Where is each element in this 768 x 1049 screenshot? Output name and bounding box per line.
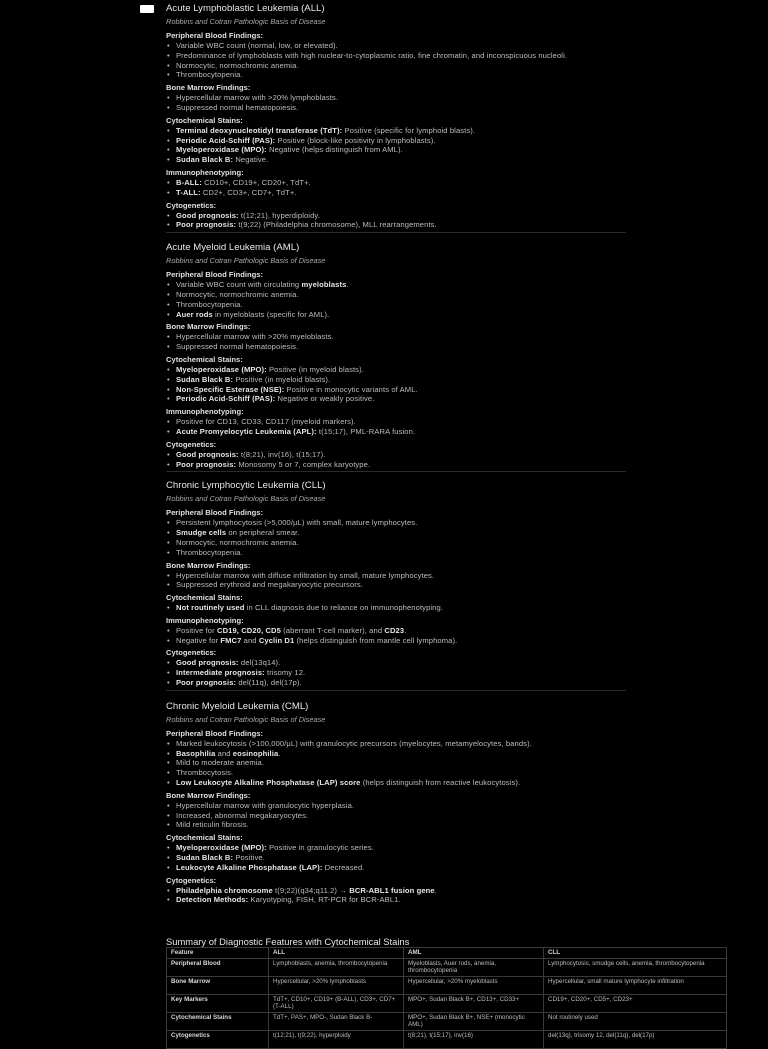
list-item [166,886,626,896]
list-item [166,145,626,155]
item-text: . [346,280,349,290]
item-text: Hypercellular marrow with >20% lymphoblasts. [176,93,339,103]
item-text: Suppressed normal hematopoiesis. [176,342,299,352]
bold-term: Myeloperoxidase (MPO): [176,364,267,374]
bullet-list [166,571,626,591]
item-text: Suppressed erythroid and megakaryocytic precursors. [176,580,364,590]
item-text: del(11q), del(17p). [236,678,302,688]
table-cell: Hypercellular, >20% myeloblasts [404,977,544,995]
table-cell: Lymphocytosis, smudge cells, anemia, thrombocytopenia [544,959,727,977]
subheading-peripheral-blood-findings: Peripheral Blood Findings: [166,270,264,280]
list-item [166,768,626,778]
list-item [166,801,626,811]
item-text: Positive in monocytic variants of AML. [284,384,418,394]
list-item [166,518,626,528]
subheading-cytogenetics: Cytogenetics: [166,439,217,449]
table-cell: CD19+, CD20+, CD5+, CD23+ [544,995,727,1013]
list-item [166,843,626,853]
list-item [166,811,626,821]
bold-term: Good prognosis: [176,210,239,220]
bullet-list [166,739,626,788]
item-text: Positive in granulocytic series. [266,843,374,853]
leukemia-notes [166,2,626,905]
subheading-cytochemical-stains: Cytochemical Stains: [166,833,243,843]
bullet-list [166,211,626,231]
table-cell: Hypercellular, >20% lymphoblasts [269,977,404,995]
bold-term: Terminal deoxynucleotidyl transferase (TdT): [176,125,343,135]
section-source: Robbins and Cotran Pathologic Basis of Disease [166,714,326,724]
bold-term: Poor prognosis: [176,678,237,688]
table-cell: Lymphoblasts, anemia, thrombocytopenia [269,959,404,977]
item-text: and [241,635,259,645]
bold-term: Auer rods [176,309,213,319]
list-item [166,394,626,404]
bold-term: Good prognosis: [176,658,239,668]
list-item [166,580,626,590]
list-item [166,571,626,581]
list-item [166,220,626,230]
subheading-bone-marrow-findings: Bone Marrow Findings: [166,83,251,93]
item-text: Thrombocytosis. [176,768,234,778]
row-label: Cytochemical Stains [167,1013,269,1031]
item-text: Karyotyping, FISH, RT-PCR for BCR-ABL1. [248,895,401,905]
item-text: Negative. [233,155,269,165]
table-cell: TdT+, PAS+, MPO-, Sudan Black B- [269,1013,404,1031]
list-item [166,863,626,873]
bold-term: BCR-ABL1 fusion gene [349,885,435,895]
list-item [166,342,626,352]
item-text: Hypercellular marrow with granulocytic hyperplasia. [176,800,355,810]
subheading-peripheral-blood-findings: Peripheral Blood Findings: [166,508,264,518]
item-text: Thrombocytopenia. [176,299,243,309]
section-title: Chronic Myeloid Leukemia (CML) [166,700,309,712]
bold-term: Myeloperoxidase (MPO): [176,145,267,155]
section-title: Chronic Lymphocytic Leukemia (CLL) [166,480,326,492]
item-text: del(13q14). [238,658,281,668]
item-text: t(12;21), hyperdiploidy. [238,210,320,220]
list-item [166,178,626,188]
header-feature: Feature [167,948,269,959]
table-cell: MPO+, Sudan Black B+, NSE+ (monocytic AML) [404,1013,544,1031]
subheading-cytogenetics: Cytogenetics: [166,200,217,210]
bold-term: CD19, CD20, CD5 [216,625,281,635]
item-text: Normocytic, normochromic anemia. [176,537,299,547]
subheading-cytochemical-stains: Cytochemical Stains: [166,354,243,364]
section-source: Robbins and Cotran Pathologic Basis of Disease [166,494,326,504]
row-label: Bone Marrow [167,977,269,995]
section-source: Robbins and Cotran Pathologic Basis of Disease [166,17,326,26]
bullet-list [166,843,626,872]
header-cll: CLL [544,948,727,959]
table-cell: t(8;21), t(15;17), inv(16) [404,1031,544,1049]
item-text: Positive. [233,853,265,863]
list-item [166,820,626,830]
bold-term: Not routinely used [176,603,245,613]
bold-term: Sudan Black B: [176,853,234,863]
list-item [166,758,626,768]
item-text: Variable WBC count with circulating [176,280,302,290]
subheading-cytochemical-stains: Cytochemical Stains: [166,593,243,603]
document-icon [140,5,154,13]
item-text: CD2+, CD3+, CD7+, TdT+. [200,187,297,197]
item-text: Decreased. [322,862,365,872]
subheading-peripheral-blood-findings: Peripheral Blood Findings: [166,728,264,738]
item-text: Mild reticulin fibrosis. [176,820,249,830]
item-text: trisomy 12. [264,668,306,678]
subheading-bone-marrow-findings: Bone Marrow Findings: [166,322,251,332]
table-cell: TdT+, CD10+, CD19+ (B-ALL), CD3+, CD7+ (T-ALL) [269,995,404,1013]
item-text: Thrombocytopenia. [176,547,243,557]
list-item [166,290,626,300]
list-item [166,636,626,646]
bullet-list [166,518,626,557]
item-text: . [434,885,437,895]
list-item [166,280,626,290]
bold-term: Detection Methods: [176,895,249,905]
bold-term: Non-Specific Esterase (NSE): [176,384,285,394]
list-item [166,332,626,342]
subheading-immunophenotyping: Immunophenotyping: [166,407,244,417]
list-item [166,548,626,558]
summary-table [166,947,727,1049]
item-text: Monosomy 5 or 7, complex karyotype. [236,459,371,469]
subheading-cytogenetics: Cytogenetics: [166,875,217,885]
item-text: in myeloblasts (specific for AML). [212,309,330,319]
list-item [166,300,626,310]
list-item [166,895,626,905]
list-item [166,188,626,198]
item-text: Hypercellular marrow with diffuse infiltration by small, mature lymphocytes. [176,570,435,580]
subheading-immunophenotyping: Immunophenotyping: [166,167,244,177]
item-text: . [404,625,407,635]
subheading-bone-marrow-findings: Bone Marrow Findings: [166,790,251,800]
table-row [167,995,727,1013]
item-text: Persistent lymphocytosis (>5,000/µL) with small, mature lymphocytes. [176,518,418,528]
table-cell: Hypercellular, small mature lymphocyte infiltration [544,977,727,995]
item-text: Negative or weakly positive. [275,394,375,404]
list-item [166,385,626,395]
bold-term: Poor prognosis: [176,459,237,469]
list-item [166,427,626,437]
list-item [166,626,626,636]
bold-term: Smudge cells [176,528,227,538]
bullet-list [166,603,626,613]
item-text: Positive (in myeloid blasts). [266,364,364,374]
section-all [166,2,626,230]
list-item [166,603,626,613]
bullet-list [166,417,626,437]
list-item [166,61,626,71]
bullet-list [166,280,626,319]
bullet-list [166,126,626,165]
list-item [166,668,626,678]
item-text: and [215,748,233,758]
table-row [167,1013,727,1031]
bold-term: Acute Promyelocytic Leukemia (APL): [176,426,317,436]
list-item [166,749,626,759]
item-text: Normocytic, normochromic anemia. [176,289,299,299]
bold-term: CD23 [384,625,405,635]
list-item [166,136,626,146]
summary-title: Summary of Diagnostic Features with Cytochemical Stains [166,936,410,947]
table-cell: Not routinely used [544,1013,727,1031]
list-item [166,70,626,80]
bullet-list [166,626,626,646]
item-text: Positive (in myeloid blasts). [233,374,331,384]
item-text: Increased, abnormal megakaryocytes. [176,810,309,820]
section-aml [166,232,626,469]
item-text: Variable WBC count (normal, low, or elevated). [176,41,338,50]
section-title: Acute Lymphoblastic Leukemia (ALL) [166,3,325,14]
item-text: Normocytic, normochromic anemia. [176,60,299,70]
bold-term: Cyclin D1 [258,635,295,645]
list-item [166,365,626,375]
bold-term: Sudan Black B: [176,374,234,384]
row-label: Cytogenetics [167,1031,269,1049]
summary-table-container [166,947,705,1049]
bold-term: FMC7 [220,635,242,645]
item-text: Suppressed normal hematopoiesis. [176,102,299,112]
summary-header-row [167,948,727,959]
item-text: Predominance of lymphoblasts with high nuclear-to-cytoplasmic ratio, fine chromatin, and inconspicuous nucleoli. [176,50,568,60]
bullet-list [166,886,626,906]
section-title: Acute Myeloid Leukemia (AML) [166,242,300,254]
bold-term: Basophilia [176,748,216,758]
bullet-list [166,332,626,352]
section-cll [166,471,626,688]
table-row [167,977,727,995]
table-cell: MPO+, Sudan Black B+, CD13+, CD33+ [404,995,544,1013]
item-text: . [278,748,281,758]
row-label: Peripheral Blood [167,959,269,977]
item-text: in CLL diagnosis due to reliance on immunophenotyping. [244,603,444,613]
bold-term: Myeloperoxidase (MPO): [176,843,267,853]
list-item [166,126,626,136]
item-text: (aberrant T-cell marker), and [280,625,385,635]
list-item [166,155,626,165]
item-text: t(9;22) (Philadelphia chromosome), MLL rearrangements. [236,220,437,230]
table-cell: Myeloblasts, Auer rods, anemia, thrombocytopenia [404,959,544,977]
item-text: Positive for CD13, CD33, CD117 (myeloid markers). [176,417,356,427]
item-text: Mild to moderate anemia. [176,758,265,768]
item-text: (helps distinguish from reactive leukocytosis). [360,778,521,788]
subheading-peripheral-blood-findings: Peripheral Blood Findings: [166,31,264,40]
bullet-list [166,178,626,198]
list-item [166,778,626,788]
bullet-list [166,41,626,80]
list-item [166,103,626,113]
list-item [166,310,626,320]
item-text: Thrombocytopenia. [176,70,243,80]
subheading-bone-marrow-findings: Bone Marrow Findings: [166,560,251,570]
list-item [166,528,626,538]
table-row [167,959,727,977]
bullet-list [166,93,626,113]
item-text: t(15;17), PML-RARA fusion. [316,426,416,436]
bold-term: Good prognosis: [176,449,239,459]
bold-term: Philadelphia chromosome [176,885,273,895]
bold-term: Leukocyte Alkaline Phosphatase (LAP): [176,862,323,872]
item-text: Negative for [176,635,221,645]
item-text: Negative (helps distinguish from AML). [266,145,403,155]
table-cell: t(12;21), t(9;22), hyperploidy [269,1031,404,1049]
table-cell: del(13q), trisomy 12, del(11q), del(17p) [544,1031,727,1049]
bullet-list [166,658,626,687]
bullet-list [166,801,626,830]
item-text: Positive for [176,625,217,635]
row-label: Key Markers [167,995,269,1013]
bold-term: Sudan Black B: [176,155,234,165]
bold-term: myeloblasts [301,280,347,290]
list-item [166,460,626,470]
item-text: t(9;22)(q34;q11.2) → [272,885,350,895]
item-text: on peripheral smear. [226,528,300,538]
item-text: CD10+, CD19+, CD20+, TdT+. [201,177,311,187]
item-text: t(8;21), inv(16), t(15;17). [238,449,326,459]
header-aml: AML [404,948,544,959]
list-item [166,450,626,460]
item-text: (helps distinguish from mantle cell lymphoma). [294,635,458,645]
item-text: Positive (block-like positivity in lymphoblasts). [275,135,436,145]
bullet-list [166,450,626,470]
bold-term: Periodic Acid-Schiff (PAS): [176,394,276,404]
list-item [166,678,626,688]
list-item [166,51,626,61]
list-item [166,375,626,385]
bold-term: Low Leukocyte Alkaline Phosphatase (LAP) score [176,778,361,788]
bold-term: B-ALL: [176,177,202,187]
bold-term: eosinophilia [232,748,279,758]
list-item [166,658,626,668]
list-item [166,853,626,863]
list-item [166,538,626,548]
subheading-cytogenetics: Cytogenetics: [166,648,217,658]
bold-term: Poor prognosis: [176,220,237,230]
list-item [166,417,626,427]
list-item [166,41,626,51]
header-all: ALL [269,948,404,959]
subheading-immunophenotyping: Immunophenotyping: [166,615,244,625]
section-source: Robbins and Cotran Pathologic Basis of Disease [166,256,326,266]
list-item [166,93,626,103]
item-text: Hypercellular marrow with >20% myeloblasts. [176,332,334,342]
subheading-cytochemical-stains: Cytochemical Stains: [166,115,243,125]
bold-term: Intermediate prognosis: [176,668,265,678]
bullet-list [166,365,626,404]
bold-term: Periodic Acid-Schiff (PAS): [176,135,276,145]
item-text: Positive (specific for lymphoid blasts). [342,125,476,135]
list-item [166,739,626,749]
bold-term: T-ALL: [176,187,201,197]
item-text: Marked leukocytosis (>100,000/µL) with granulocytic precursors (myelocytes, metamyelocytes, bands). [176,738,532,748]
list-item [166,211,626,221]
section-cml [166,690,626,905]
table-row [167,1031,727,1049]
